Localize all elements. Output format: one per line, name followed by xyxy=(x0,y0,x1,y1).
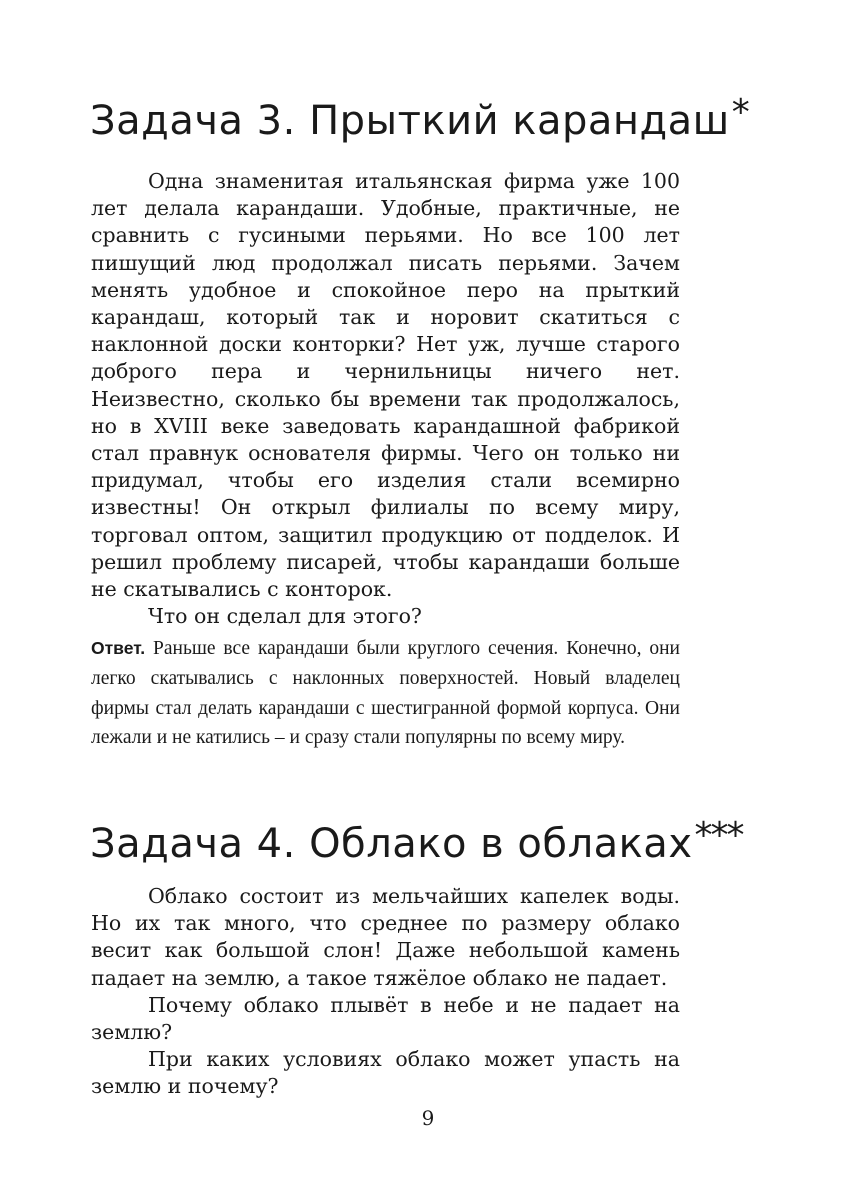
page-number: 9 xyxy=(421,1106,435,1130)
answer-text: Раньше все карандаши были круглого сечения. Конечно, они легко скатывались с наклонных поверхностей. Новый владелец фирмы стал делать карандаши с шестигранной формой корпуса. Они лежали и не катились – и сразу стали популярны по всему миру. xyxy=(91,638,680,749)
task-4-body xyxy=(91,883,680,1101)
task-3-answer xyxy=(91,634,680,753)
task-4-heading xyxy=(90,815,743,867)
answer-label: Ответ. xyxy=(91,638,146,658)
task-3-difficulty-stars: * xyxy=(731,92,748,133)
task-3-heading xyxy=(90,92,748,144)
task-4-question-1: Почему облако плывёт в небе и не падает на землю? xyxy=(91,992,680,1045)
task-3-title: Задача 3. Прыткий карандаш xyxy=(90,98,730,144)
task-3-body xyxy=(91,168,680,630)
task-4-paragraph: Облако состоит из мельчайших капелек воды. Но их так много, что среднее по размеру облако весит как большой слон! Даже небольшой камень падает на землю, а такое тяжёлое облако не падает. xyxy=(91,884,680,990)
task-4-title: Задача 4. Облако в облаках xyxy=(90,821,693,867)
task-3-question: Что он сделал для этого? xyxy=(148,604,422,629)
task-4-question-2: При каких условиях облако может упасть на землю и почему? xyxy=(91,1047,680,1099)
task-3-paragraph: Одна знаменитая итальянская фирма уже 100 лет делала карандаши. Удобные, практичные, не сравнить с гусиными перьями. Но все 100 лет пишущий люд продолжал писать перьями. Зачем менять удобное и спокойное перо на прыткий карандаш, который так и норовит скатиться с наклонной доски конторки? Нет уж, лучше старого доброго пера и чернильницы ничего нет. Неизвестно, сколько бы времени так продолжалось, но в XVIII веке заведовать карандашной фабрикой стал правнук основателя фирмы. Чего он только ни придумал, чтобы его изделия стали всемирно известны! Он открыл филиалы по всему миру, торговал оптом, защитил продукцию от подделок. И решил проблему писарей, чтобы карандаши больше не скатывались с конторок. xyxy=(91,169,680,602)
task-4-difficulty-stars: *** xyxy=(694,815,743,856)
